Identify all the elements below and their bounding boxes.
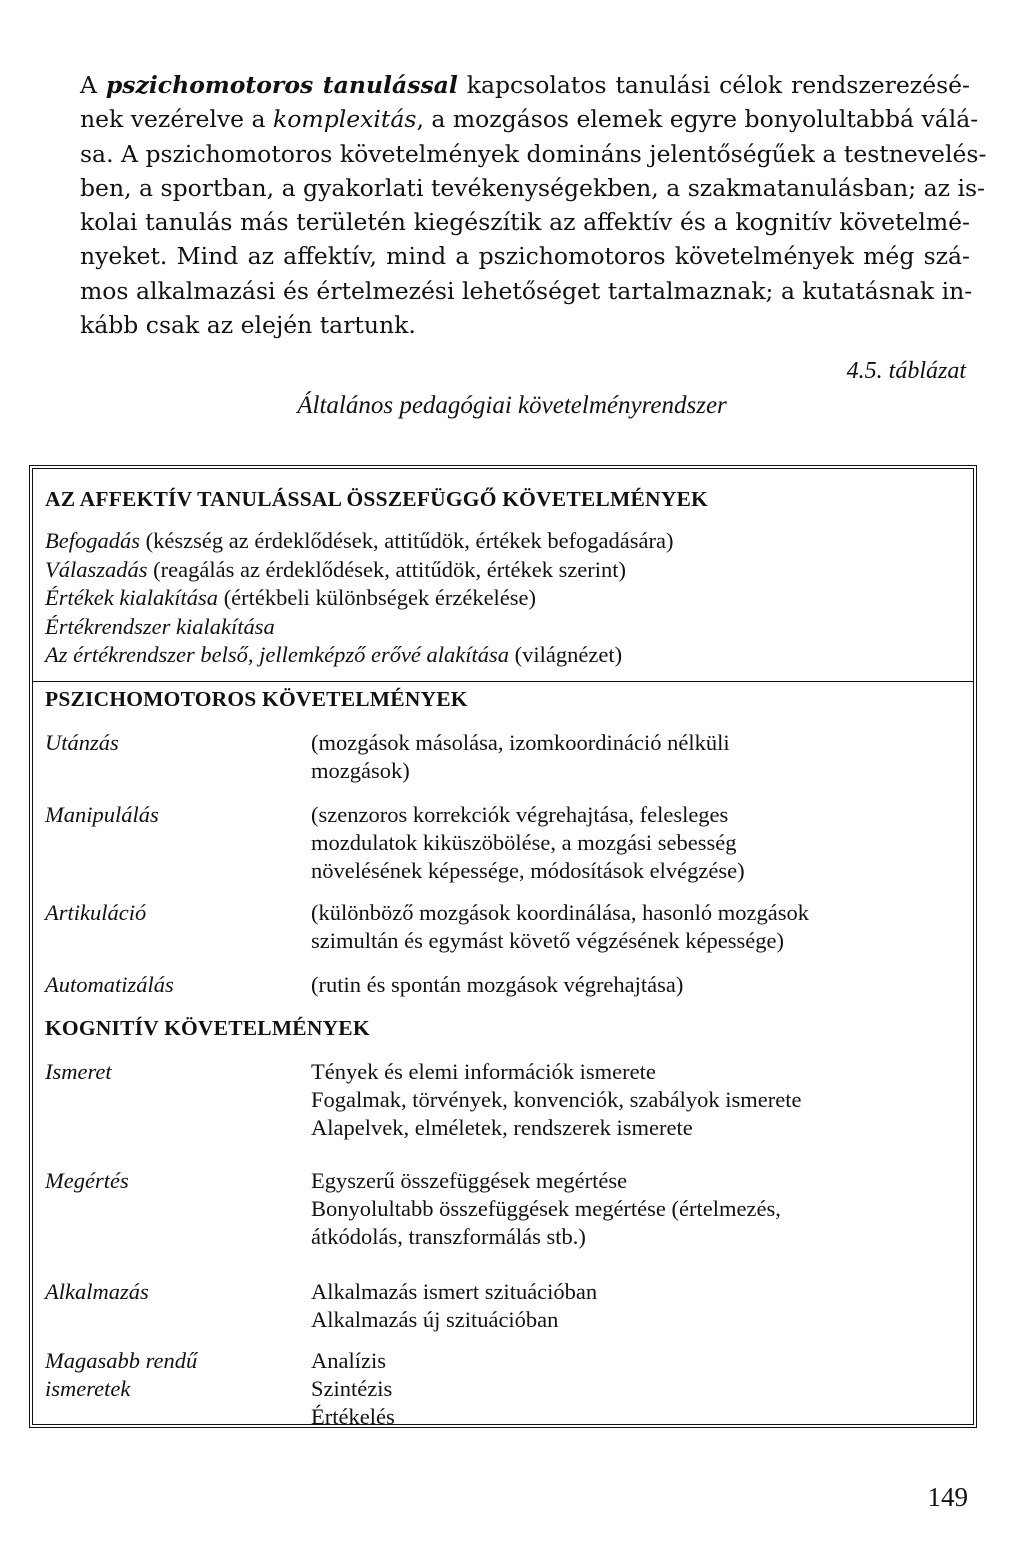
affective-heading: AZ AFFEKTÍV TANULÁSSAL ÖSSZEFÜGGŐ KÖVETELMÉNYEK (45, 487, 708, 511)
requirements-table (29, 465, 977, 1428)
paragraph-line: kolai tanulás más területén kiegészítik az affektív és a kognitív követelmé- (80, 208, 970, 237)
row-description: (mozgások másolása, izomkoordináció nélküli mozgások) (311, 730, 730, 783)
row-description: Analízis Szintézis Értékelés (311, 1348, 395, 1429)
row-description: (rutin és spontán mozgások végrehajtása) (311, 972, 684, 997)
row-term: Artikuláció (45, 900, 147, 925)
row-description: Egyszerű összefüggések megértése Bonyolultabb összefüggések megértése (értelmezés, átkódolás, transzformálás stb.) (311, 1168, 781, 1249)
paragraph-line: nyeket. Mind az affektív, mind a pszichomotoros követelmények még szá- (80, 242, 970, 271)
affective-item: Az értékrendszer belső, jellemképző erővé alakítása (világnézet) (45, 642, 623, 667)
psychomotor-section (33, 687, 973, 1007)
row-description: Tények és elemi információk ismerete Fogalmak, törvények, konvenciók, szabályok ismerete Alapelvek, elméletek, rendszerek ismerete (311, 1059, 802, 1140)
row-description: (szenzoros korrekciók végrehajtása, felesleges mozdulatok kiküszöbölése, a mozgási sebesség növelésének képessége, módosítások elvégzése) (311, 802, 745, 883)
row-description: (különböző mozgások koordinálása, hasonló mozgások szimultán és egymást követő végzésének képessége) (311, 900, 810, 953)
row-term: Megértés (45, 1168, 129, 1193)
row-term: Alkalmazás (45, 1279, 149, 1304)
affective-item: Befogadás (készség az érdeklődések, attitűdök, értékek befogadására) (45, 528, 674, 553)
affective-section (33, 469, 973, 682)
row-term: Ismeret (45, 1059, 112, 1084)
psychomotor-heading: PSZICHOMOTOROS KÖVETELMÉNYEK (45, 687, 468, 711)
row-term: Magasabb rendű ismeretek (45, 1348, 198, 1401)
row-term: Automatizálás (45, 972, 174, 997)
cognitive-heading: KOGNITÍV KÖVETELMÉNYEK (45, 1016, 370, 1040)
page-number: 149 (927, 1482, 968, 1512)
intro-paragraph (80, 68, 987, 342)
row-term: Manipulálás (45, 802, 159, 827)
paragraph-line: kább csak az elején tartunk. (80, 311, 416, 340)
affective-item: Válaszadás (reagálás az érdeklődések, attitűdök, értékek szerint) (45, 556, 627, 582)
paragraph-line: nek vezérelve a komplexitás, a mozgásos elemek egyre bonyolultabbá válá- (80, 105, 979, 134)
emphasis-psychomotor-learning: pszichomotoros tanulással (105, 71, 458, 99)
table-title: Általános pedagógiai követelményrendszer (297, 392, 727, 419)
affective-items (45, 527, 674, 670)
paragraph-line: A pszichomotoros tanulással kapcsolatos tanulási célok rendszerezésé- (80, 71, 971, 99)
row-description: Alkalmazás ismert szituációban Alkalmazás új szituációban (311, 1279, 598, 1332)
cognitive-section (33, 1016, 973, 1429)
affective-item: Értékek kialakítása (értékbeli különbségek érzékelése) (45, 585, 537, 610)
paragraph-line: sa. A pszichomotoros követelmények domináns jelentőségűek a testnevelés- (80, 139, 987, 168)
paragraph-line: mos alkalmazási és értelmezési lehetőséget tartalmaznak; a kutatásnak in- (80, 276, 973, 305)
emphasis-complexity: komplexitás (273, 105, 417, 134)
affective-item: Értékrendszer kialakítása (45, 613, 275, 639)
row-term: Utánzás (45, 730, 119, 755)
paragraph-line: ben, a sportban, a gyakorlati tevékenységekben, a szakmatanulásban; az is- (80, 173, 985, 202)
table-number: 4.5. táblázat (846, 358, 966, 384)
